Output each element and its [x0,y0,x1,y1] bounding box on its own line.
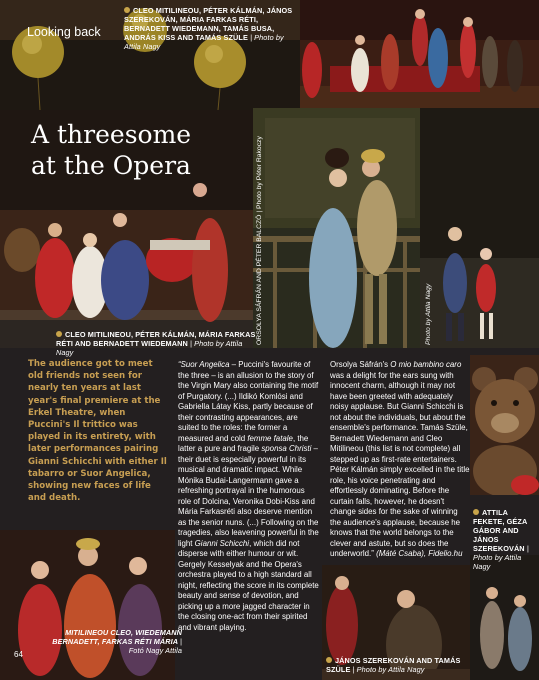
photo-top-stage [300,0,539,108]
caption-bottom-left [42,628,182,655]
col2-text-b: was a delight for the ears sung with innocent charm, although it may not have been greeted with adequately noisy applause. But Gianni Schicchi is not about the individuals, but about the ensemble's performance. Tamás Szüle, Bernadett Wiedemann and Cleo Mitilineou (this list is not complete) all stepped up as first-rate entertainers. Péter Kálmán simply excelled in the title role, his voice penetrating and effortlessly dominating. Before the curtain falls, however, he doesn't change sides for the sake of winning the audience's applause, because he knows that the world belongs to the clever and astute, but so does the underworld.” [330,370,470,558]
caption-left-names: CLEO MITILINEOU, PÉTER KÁLMÁN, MÁRIA FARKAS RÉTI AND BERNADETT WIEDEMANN [56,330,256,348]
col1-femme: femme fatale [247,433,293,443]
article-title [31,119,191,181]
col1-text-b: , the latter a pure and fragile [178,433,309,453]
caption-left [56,330,256,357]
caption-right-credit: | Photo by Attila Nagy [473,544,529,571]
caption-bottom-mid-names: JÁNOS SZEREKOVÁN AND TAMÁS SZÜLE [326,656,461,674]
caption-bullet-icon [473,509,479,515]
photo-children [420,108,539,348]
photo-bottom-left [0,530,175,680]
photo-balcony [253,108,420,348]
caption-bottom-left-names: MITILINEOU CLEO, WIEDEMANN BERNADETT, FARKAS RÉTI MÁRIA [52,628,182,646]
caption-vertical-children: Photo by Attila Nagy [425,283,432,345]
photo-teddy [470,355,539,495]
title-line-1: A threesome [31,120,192,149]
photo-bottom-right [470,555,539,680]
caption-bullet-icon [124,7,130,13]
col1-gianni: Gianni Schicchi [194,538,250,548]
body-column-2 [330,360,470,560]
section-label: Looking back [27,25,101,39]
caption-top [124,6,294,51]
col2-aria: O mio bambino caro [390,360,462,369]
caption-bullet-icon [326,657,332,663]
caption-right [473,508,539,571]
col1-text-a: – Puccini's favourite of the three – is an allusion to the story of the Virgin Mary also containing the motif of Purgatory. (...) Ildikó Komlósi and Gabriella Látay Kiss, partly because of their contrasting appearances, are suited to the roles: the former a measured and cold [178,360,319,443]
caption-left-credit: | Photo by Attila Nagy [56,339,243,357]
col1-text-c: – their duet is especially powerful in its musical and dramatic impact. While Mónika Budai-Langermann gave a refreshing portrayal in the humorous role of Dolcina, Veronika Dobi-Kiss and Mária Farkasréti also deserve mention as the senior nuns. (...) Following on the tragedies, also leavening powerful in the light [178,444,319,548]
caption-top-names: CLEO MITILINEOU, PÉTER KÁLMÁN, JÁNOS SZEREKOVÁN, MÁRIA FARKAS RÉTI, BERNADETT WIEDEMANN, TAMÁS BUSA, ANDRÁS KISS AND TAMÁS SZÜLE [124,6,293,42]
lead-paragraph: The audience got to meet old friends not seen for nearly ten years at last year's final premiere at the Erkel Theatre, when Puccini's Il trittico was played in its entirety, with later performances pairing Gianni Schicchi with either Il tabarro or Suor Angelica, showing new faces of life and death. [28,359,167,504]
caption-right-names: ATTILA FEKETE, GÉZA GÁBOR AND JÁNOS SZEREKOVÁN [473,508,528,553]
caption-bottom-mid-credit: | Photo by Attila Nagy [352,665,425,674]
caption-top-credit: | Photo by Attila Nagy [124,33,284,51]
col2-text-a: Orsolya Sáfrán's [330,360,391,369]
col2-source: (Máté Csaba), Fidelio.hu [376,549,463,558]
page-number: 64 [14,650,23,659]
col1-text-d: , which did not disperse with either humour or wit. Gergely Kesselyak and the Opera's orchestra played to a high standard all night, reflecting the score in its complete beauty and sense of devotion, and picking up a more jagged character in the closing one-act from their spirited and vibrant playing. [178,538,319,632]
caption-bullet-icon [56,331,62,337]
col1-intro: “Suor Angelica [178,360,230,369]
caption-bottom-left-credit: | Fotó Nagy Attila [128,637,182,655]
caption-bottom-mid [326,656,466,674]
title-line-2: at the Opera [31,151,191,180]
caption-vertical-balcony: ORSOLYA SÁFRÁN AND PÉTER BALCZÓ | Photo by Péter Rakoczy [256,136,263,345]
col1-sponsa: sponsa Christi [261,444,312,453]
body-column-1 [178,360,320,633]
